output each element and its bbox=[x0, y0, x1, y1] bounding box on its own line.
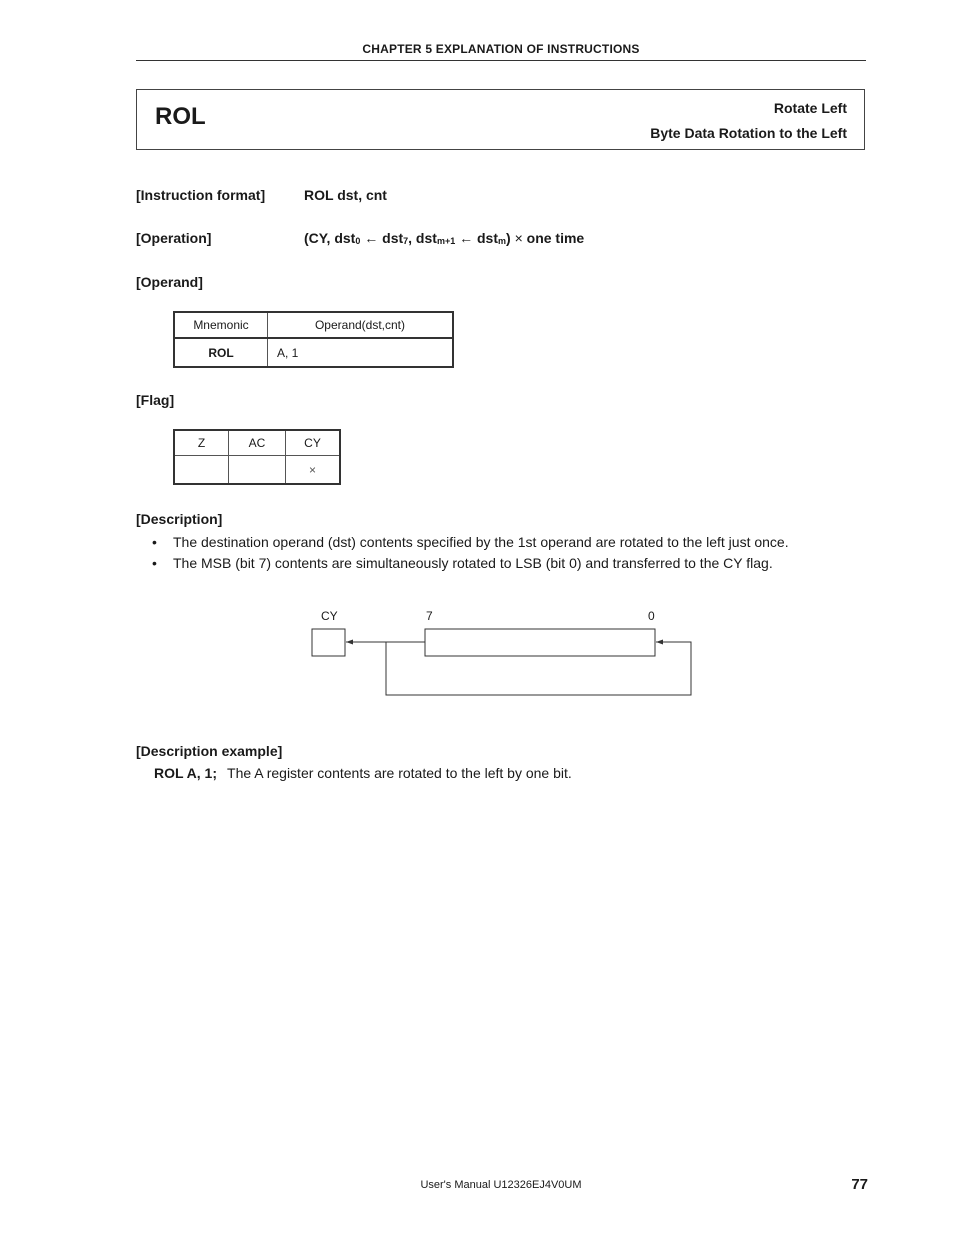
flag-label: [Flag] bbox=[136, 392, 175, 408]
lsb-arrowhead bbox=[656, 640, 663, 645]
cy-label: CY bbox=[321, 609, 338, 623]
bullet-marker: • bbox=[152, 555, 157, 571]
operand-table-header bbox=[174, 312, 453, 338]
chapter-header: CHAPTER 5 EXPLANATION OF INSTRUCTIONS bbox=[362, 42, 640, 56]
instruction-format-value: ROL dst, cnt bbox=[304, 187, 387, 203]
cy-box bbox=[312, 629, 345, 656]
flag-header-z: Z bbox=[174, 430, 229, 456]
bullet-marker: • bbox=[152, 534, 157, 550]
flag-table-header bbox=[174, 430, 340, 456]
instruction-mnemonic: ROL bbox=[155, 103, 206, 130]
operand-table-row bbox=[174, 338, 453, 367]
flag-header-cy: CY bbox=[286, 430, 341, 456]
operand-header-mnemonic: Mnemonic bbox=[174, 312, 268, 338]
rotate-loop-line bbox=[386, 642, 691, 695]
cy-arrowhead bbox=[346, 640, 353, 645]
description-list bbox=[152, 532, 872, 574]
flag-table bbox=[173, 429, 341, 485]
list-item bbox=[152, 553, 872, 574]
operand-table bbox=[173, 311, 454, 368]
flag-value-cy: × bbox=[286, 456, 341, 485]
example-code: ROL A, 1; bbox=[154, 765, 218, 781]
operand-label: [Operand] bbox=[136, 274, 203, 290]
operation-formula: (CY, dst$_0$ ← dst$_7$, dst$_{m+1}$ ← dst$_m$) × one time bbox=[304, 230, 585, 246]
description-label: [Description] bbox=[136, 511, 223, 527]
register-box bbox=[425, 629, 655, 656]
page-number: 77 bbox=[851, 1176, 868, 1193]
instruction-title-box bbox=[136, 89, 865, 150]
rotation-diagram bbox=[300, 600, 700, 700]
list-item bbox=[152, 532, 872, 553]
description-text: The destination operand (dst) contents specified by the 1st operand are rotated to the left just once. bbox=[173, 534, 789, 550]
description-example-label: [Description example] bbox=[136, 743, 283, 759]
description-text: The MSB (bit 7) contents are simultaneously rotated to LSB (bit 0) and transferred to the CY flag. bbox=[173, 555, 773, 571]
footer-manual-id: User's Manual U12326EJ4V0UM bbox=[420, 1179, 582, 1191]
flag-value-z bbox=[174, 456, 229, 485]
operand-cell-operand: A, 1 bbox=[268, 338, 454, 367]
flag-table-values bbox=[174, 456, 340, 485]
operand-cell-mnemonic: ROL bbox=[174, 338, 268, 367]
header-rule bbox=[136, 60, 866, 61]
msb-label: 7 bbox=[426, 609, 433, 623]
flag-value-ac bbox=[229, 456, 286, 485]
instruction-description-title: Byte Data Rotation to the Left bbox=[650, 125, 847, 141]
description-example bbox=[154, 765, 572, 781]
operation-label: [Operation] bbox=[136, 230, 212, 246]
operand-header-operand: Operand(dst,cnt) bbox=[268, 312, 454, 338]
instruction-subtitle: Rotate Left bbox=[773, 100, 847, 116]
example-text: The A register contents are rotated to the left by one bit. bbox=[227, 765, 572, 781]
flag-header-ac: AC bbox=[229, 430, 286, 456]
instruction-format-label: [Instruction format] bbox=[136, 187, 266, 203]
lsb-label: 0 bbox=[648, 609, 655, 623]
